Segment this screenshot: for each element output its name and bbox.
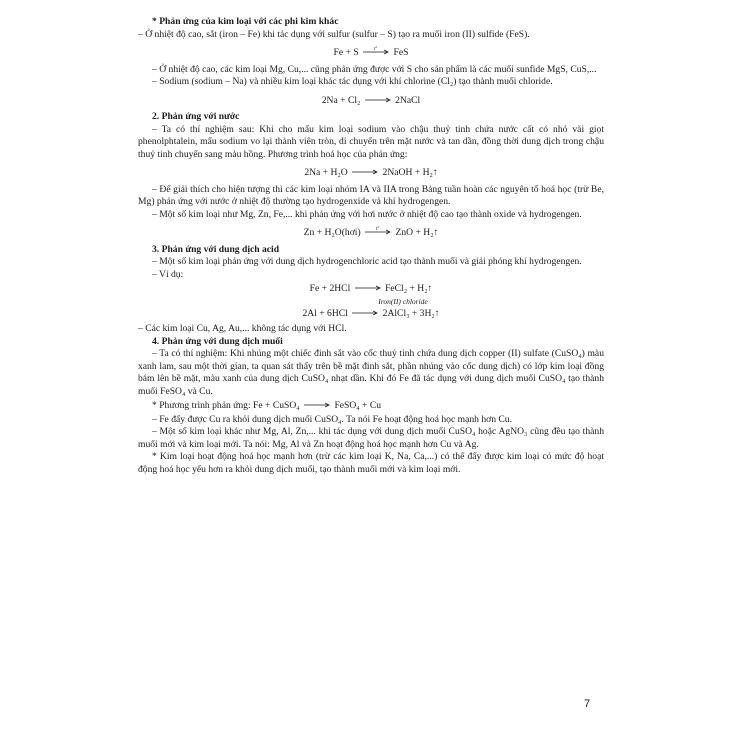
equation-left: 2Na + Cl₂	[321, 94, 361, 106]
page-number: 7	[584, 698, 591, 710]
equation-fe-hcl	[138, 282, 604, 296]
paragraph: * Kim loại hoạt động hoá học mạnh hơn (trừ các kim loại K, Na, Ca,...) có thể đẩy được kim loại có mức độ hoạt động hoá học yếu hơn ra khỏi dung dịch muối, tạo thành muối mới và kim loại mới.	[138, 451, 604, 475]
equation-right: FeCl₂ + H₂↑	[385, 283, 433, 294]
equation-left: Zn + H₂O(hơi)	[303, 227, 361, 238]
reaction-condition: t°	[374, 47, 378, 52]
equation-left: 2Al + 6HCl	[302, 307, 348, 319]
reaction-arrow-icon	[350, 307, 380, 317]
paragraph: – Ta có thí nghiệm sau: Khi cho mẩu kim loại sodium vào chậu thuỷ tinh chứa nước cất có nhỏ vài giọt phenolphtalein, mẩu sodium vo lại thành viên tròn, di chuyển trên mặt nước và tan dần, đồng thời dung dịch trong chậu thuỷ tinh chuyển sang màu hồng. Phương trình hoá học của phản ứng:	[138, 123, 604, 160]
equation-na-h2o	[138, 166, 604, 180]
section-heading-water: 2. Phản ứng với nước	[152, 111, 240, 122]
paragraph: – Ở nhiệt độ cao, sắt (iron – Fe) khi tác dụng với sulfur (sulfur – S) tạo ra muối iron (II) sulfide (FeS).	[138, 28, 530, 40]
section-heading-acid: 3. Phản ứng với dung dịch acid	[152, 243, 280, 255]
reaction-arrow-icon	[350, 166, 380, 176]
reaction-arrow-icon	[361, 46, 391, 56]
equation-right: FeS	[393, 47, 409, 58]
equation-na-cl2	[138, 94, 604, 108]
equation-al-hcl	[138, 307, 604, 321]
paragraph: – Ví dụ:	[152, 268, 184, 280]
reaction-arrow-icon	[363, 226, 393, 236]
reaction-arrow-icon	[353, 282, 383, 292]
equation-right: 2NaOH + H₂↑	[382, 167, 438, 178]
equation-left: Fe + 2HCl	[309, 283, 351, 294]
equation-left: * Phương trình phản ứng: Fe + CuSO₄	[152, 400, 300, 411]
paragraph: – Một số kim loại khác như Mg, Al, Zn,... khi tác dụng với dung dịch muối CuSO₄ hoặc AgNO₃ cũng đều tạo thành muối mới và kim loại mới. Ta nói: Mg, Al và Zn hoạt động hoá học mạnh hơn Cu và Ag.	[138, 426, 604, 450]
paragraph: – Sodium (sodium – Na) và nhiều kim loại khác tác dụng với khí chlorine (Cl₂) tạo thành muối chloride.	[152, 76, 553, 87]
compound-name-note: Iron(II) chloride	[378, 296, 428, 306]
section-heading-salt: 4. Phản ứng với dung dịch muối	[152, 335, 283, 347]
equation-right: 2NaCl	[395, 94, 421, 106]
paragraph: – Một số kim loại phản ứng với dung dịch hydrogenchloric acid tạo thành muối và giải phóng khí hydrogengen.	[152, 256, 582, 267]
reaction-arrow-icon	[363, 94, 393, 104]
equation-zn-h2o	[138, 226, 604, 240]
equation-right: FeSO₄ + Cu	[334, 400, 382, 411]
section-heading-nonmetal: * Phản ứng của kim loại với các phi kim khác	[152, 16, 339, 27]
paragraph: – Fe đẩy được Cu ra khỏi dung dịch muối CuSO₄. Ta nói Fe hoạt động hoá học mạnh hơn Cu.	[152, 413, 512, 425]
equation-right: ZnO + H₂↑	[395, 227, 439, 238]
paragraph: – Để giải thích cho hiện tượng thì các kim loại nhóm IA và IIA trong Bảng tuần hoàn các nguyên tố hoá học (trừ Be, Mg) phản ứng với nước ở nhiệt độ thường tạo hydrogenxide và khí hydrogengen.	[138, 183, 604, 207]
equation-fe-s	[138, 46, 604, 60]
paragraph: – Các kim loại Cu, Ag, Au,... không tác dụng với HCl.	[138, 323, 347, 334]
document-body	[138, 16, 604, 476]
paragraph: – Ở nhiệt độ cao, các kim loại Mg, Cu,... cũng phản ứng được với S cho sản phẩm là các muối sunfide MgS, CuS,...	[152, 63, 597, 75]
paragraph: – Ta có thí nghiệm: Khi nhúng một chiếc đinh sắt vào cốc thuỷ tinh chứa dung dịch copper (II) sulfate (CuSO₄) màu xanh lam, sau một thời gian, ta quan sát thấy trên bề mặt đinh sắt, phần nhúng vào cốc dung dịch) có lớp kim loại đồng bám lên bề mặt, màu xanh của dung dịch CuSO₄ nhạt dần. Khi đó Fe đã tác dụng với dung dịch muối CuSO₄ tạo thành muối FeSO₄ và Cu.	[138, 348, 604, 397]
equation-right: 2AlCl₃ + 3H₂↑	[382, 307, 440, 319]
paragraph: – Một số kim loại như Mg, Zn, Fe,... khi phản ứng với hơi nước ở nhiệt độ cao tạo thành oxide và hydrogengen.	[152, 208, 582, 220]
equation-left: Fe + S	[333, 47, 359, 58]
reaction-condition: t°	[376, 227, 380, 232]
equation-fe-cuso4	[138, 399, 604, 413]
reaction-arrow-icon	[302, 399, 332, 409]
equation-left: 2Na + H₂O	[304, 167, 348, 178]
